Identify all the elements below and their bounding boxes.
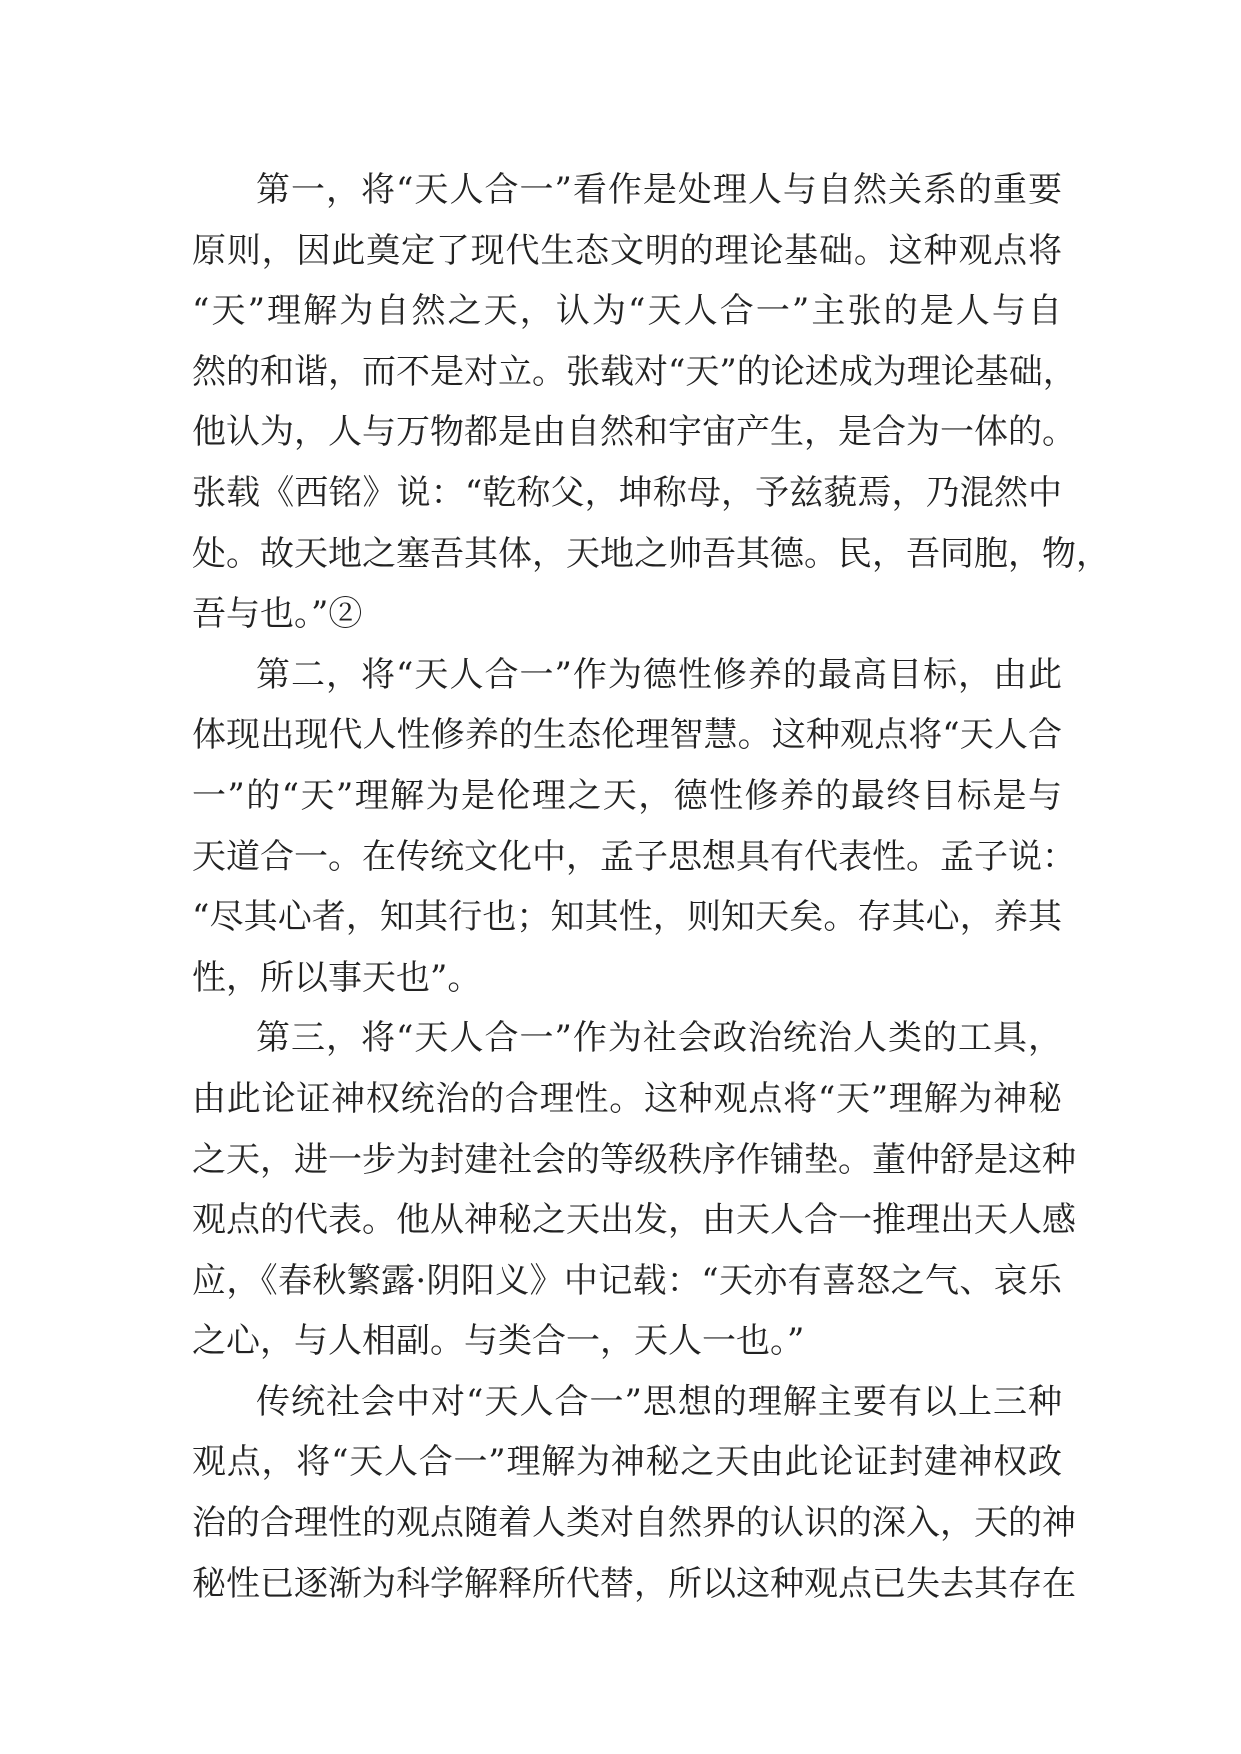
text-line: 之天，进一步为封建社会的等级秩序作铺垫。董仲舒是这种 bbox=[192, 1139, 1076, 1180]
text-line: 观点，将“天人合一”理解为神秘之天由此论证封建神权政 bbox=[192, 1442, 1062, 1483]
text-line: 天道合一。在传统文化中，孟子思想具有代表性。孟子说： bbox=[192, 836, 1076, 877]
text-line: 之心，与人相副。与类合一，天人一也。” bbox=[192, 1321, 805, 1362]
paragraph bbox=[192, 645, 1076, 1009]
text-line: 体现出现代人性修养的生态伦理智慧。这种观点将“天人合 bbox=[192, 715, 1062, 756]
text-line: 第一，将“天人合一”看作是处理人与自然关系的重要 bbox=[256, 170, 1062, 210]
text-line: 一”的“天”理解为是伦理之天，德性修养的最终目标是与 bbox=[192, 775, 1062, 816]
text-line: 秘性已逐渐为科学解释所代替，所以这种观点已失去其存在 bbox=[192, 1563, 1076, 1604]
paragraph bbox=[192, 160, 1110, 645]
text-line: 吾与也。”② bbox=[192, 594, 363, 635]
text-line: 传统社会中对“天人合一”思想的理解主要有以上三种 bbox=[256, 1381, 1062, 1422]
text-line: 然的和谐，而不是对立。张载对“天”的论述成为理论基础， bbox=[192, 351, 1077, 392]
text-line: 处。故天地之塞吾其体，天地之帅吾其德。民，吾同胞，物， bbox=[192, 533, 1110, 574]
text-line: “尽其心者，知其行也；知其性，则知天矣。存其心，养其 bbox=[192, 897, 1062, 938]
text-line: 原则，因此奠定了现代生态文明的理论基础。这种观点将 bbox=[192, 230, 1062, 271]
text-line: 性，所以事天也”。 bbox=[192, 957, 482, 998]
text-line: 张载《西铭》说：“乾称父，坤称母，予兹藐焉，乃混然中 bbox=[192, 472, 1062, 513]
text-line: 他认为，人与万物都是由自然和宇宙产生，是合为一体的。 bbox=[192, 412, 1076, 453]
text-line: “天”理解为自然之天，认为“天人合一”主张的是人与自 bbox=[192, 291, 1062, 332]
text-line: 第二，将“天人合一”作为德性修养的最高目标，由此 bbox=[256, 654, 1062, 695]
text-line: 由此论证神权统治的合理性。这种观点将“天”理解为神秘 bbox=[192, 1078, 1062, 1119]
text-line: 第三，将“天人合一”作为社会政治统治人类的工具， bbox=[256, 1018, 1062, 1059]
text-line: 应，《春秋繁露·阴阳义》中记载：“天亦有喜怒之气、哀乐 bbox=[192, 1260, 1062, 1301]
document-body bbox=[192, 160, 1110, 1614]
text-line: 观点的代表。他从神秘之天出发，由天人合一推理出天人感 bbox=[192, 1200, 1076, 1241]
text-line: 治的合理性的观点随着人类对自然界的认识的深入，天的神 bbox=[192, 1503, 1076, 1544]
paragraph bbox=[192, 1372, 1076, 1614]
paragraph bbox=[192, 1008, 1076, 1372]
